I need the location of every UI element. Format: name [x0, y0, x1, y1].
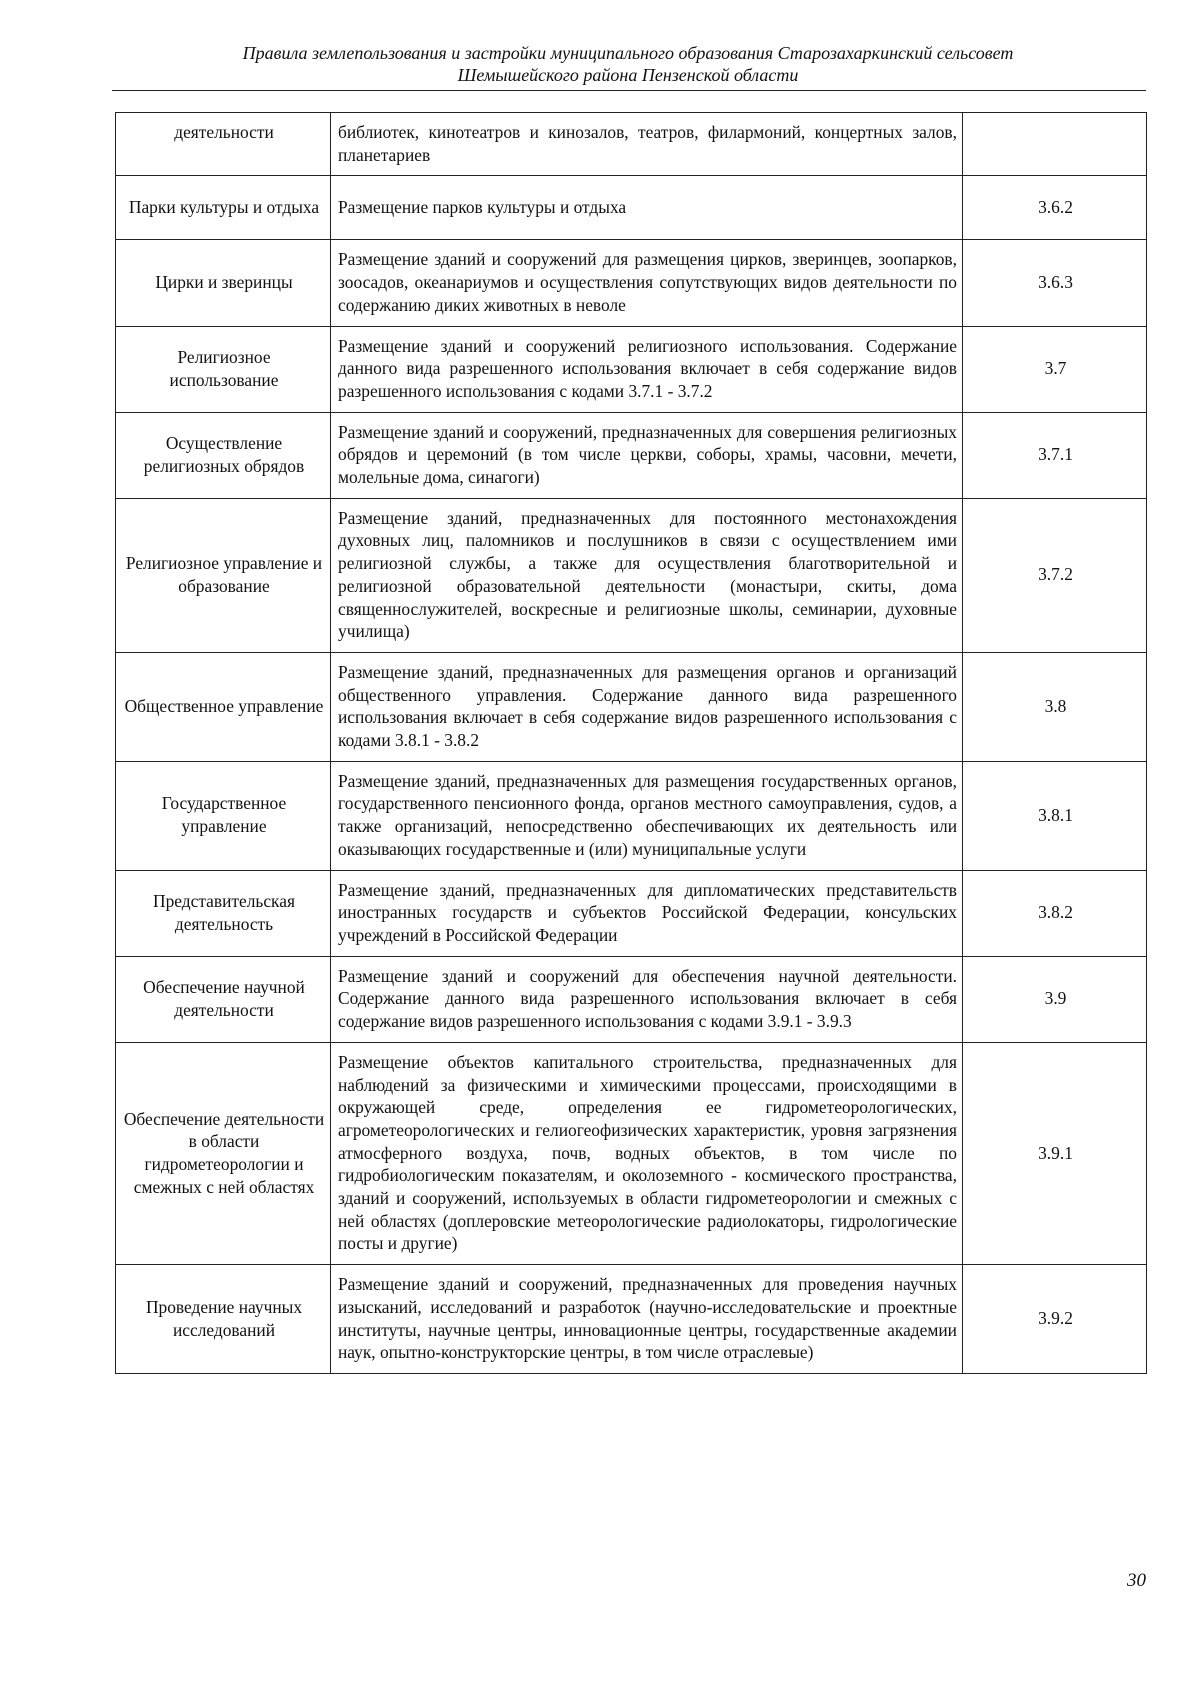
document-header [112, 42, 1144, 86]
use-type-name: Религиозное использование [116, 326, 331, 412]
table-row [116, 176, 1147, 240]
table-row [116, 652, 1147, 761]
table-row [116, 240, 1147, 326]
use-type-description: Размещение зданий и сооружений, предназначенных для совершения религиозных обрядов и церемоний (в том числе церкви, соборы, храмы, часовни, мечети, молельные дома, синагоги) [331, 412, 963, 498]
table-row [116, 761, 1147, 870]
use-type-code: 3.9.1 [963, 1042, 1147, 1264]
use-type-code: 3.8.1 [963, 761, 1147, 870]
use-type-name: Парки культуры и отдыха [116, 176, 331, 240]
page-number: 30 [1127, 1570, 1146, 1591]
use-type-code: 3.7.1 [963, 412, 1147, 498]
table-row [116, 956, 1147, 1042]
use-type-name: Цирки и зверинцы [116, 240, 331, 326]
use-type-code: 3.6.3 [963, 240, 1147, 326]
use-type-name: Осуществление религиозных обрядов [116, 412, 331, 498]
header-rule [112, 90, 1146, 91]
table-row [116, 113, 1147, 176]
header-line-1: Правила землепользования и застройки муниципального образования Старозахаркинский сельсовет [242, 43, 1014, 63]
use-type-code: 3.7 [963, 326, 1147, 412]
use-type-code: 3.7.2 [963, 498, 1147, 652]
use-type-name: Обеспечение деятельности в области гидрометеорологии и смежных с ней областях [116, 1042, 331, 1264]
use-type-name: Представительская деятельность [116, 870, 331, 956]
table-row [116, 870, 1147, 956]
use-type-description: Размещение зданий и сооружений для размещения цирков, зверинцев, зоопарков, зоосадов, океанариумов и осуществления сопутствующих видов деятельности по содержанию диких животных в неволе [331, 240, 963, 326]
table-row [116, 1265, 1147, 1374]
use-type-description: Размещение зданий, предназначенных для размещения государственных органов, государственного пенсионного фонда, органов местного самоуправления, судов, а также организаций, непосредственно обеспечивающих их деятельность или оказывающих государственные и (или) муниципальные услуги [331, 761, 963, 870]
land-use-table [115, 112, 1147, 1374]
table-row [116, 412, 1147, 498]
table-row [116, 498, 1147, 652]
use-type-name: деятельности [116, 113, 331, 176]
use-type-code: 3.8 [963, 652, 1147, 761]
use-type-code: 3.8.2 [963, 870, 1147, 956]
use-type-description: Размещение зданий, предназначенных для размещения органов и организаций общественного управления. Содержание данного вида разрешенного использования включает в себя содержание видов разрешенного использования с кодами 3.8.1 - 3.8.2 [331, 652, 963, 761]
use-type-name: Обеспечение научной деятельности [116, 956, 331, 1042]
use-type-code [963, 113, 1147, 176]
use-type-code: 3.6.2 [963, 176, 1147, 240]
use-type-code: 3.9.2 [963, 1265, 1147, 1374]
use-type-name: Религиозное управление и образование [116, 498, 331, 652]
use-type-name: Проведение научных исследований [116, 1265, 331, 1374]
use-type-description: Размещение объектов капитального строительства, предназначенных для наблюдений за физическими и химическими процессами, происходящими в окружающей среде, определения ее гидрометеорологических, агрометеорологических и гелиогеофизических характеристик, уровня загрязнения атмосферного воздуха, почв, водных объектов, в том числе по гидробиологическим показателям, и околоземного - космического пространства, зданий и сооружений, используемых в области гидрометеорологии и смежных с ней областях (доплеровские метеорологические радиолокаторы, гидрологические посты и другие) [331, 1042, 963, 1264]
use-type-description: Размещение зданий и сооружений, предназначенных для проведения научных изысканий, исследований и разработок (научно-исследовательские и проектные институты, научные центры, инновационные центры, государственные академии наук, опытно-конструкторские центры, в том числе отраслевые) [331, 1265, 963, 1374]
table-row [116, 1042, 1147, 1264]
header-line-2: Шемышейского района Пензенской области [457, 65, 799, 85]
use-type-name: Общественное управление [116, 652, 331, 761]
use-type-description: Размещение зданий, предназначенных для дипломатических представительств иностранных государств и субъектов Российской Федерации, консульских учреждений в Российской Федерации [331, 870, 963, 956]
use-type-description: Размещение парков культуры и отдыха [331, 176, 963, 240]
use-type-description: библиотек, кинотеатров и кинозалов, театров, филармоний, концертных залов, планетариев [331, 113, 963, 176]
use-type-description: Размещение зданий и сооружений для обеспечения научной деятельности. Содержание данного вида разрешенного использования включает в себя содержание видов разрешенного использования с кодами 3.9.1 - 3.9.3 [331, 956, 963, 1042]
use-type-description: Размещение зданий и сооружений религиозного использования. Содержание данного вида разрешенного использования включает в себя содержание видов разрешенного использования с кодами 3.7.1 - 3.7.2 [331, 326, 963, 412]
use-type-code: 3.9 [963, 956, 1147, 1042]
use-type-description: Размещение зданий, предназначенных для постоянного местонахождения духовных лиц, паломников и послушников в связи с осуществлением ими религиозной службы, а также для осуществления благотворительной и религиозной образовательной деятельности (монастыри, скиты, дома священнослужителей, воскресные и религиозные школы, семинарии, духовные училища) [331, 498, 963, 652]
table-row [116, 326, 1147, 412]
use-type-name: Государственное управление [116, 761, 331, 870]
